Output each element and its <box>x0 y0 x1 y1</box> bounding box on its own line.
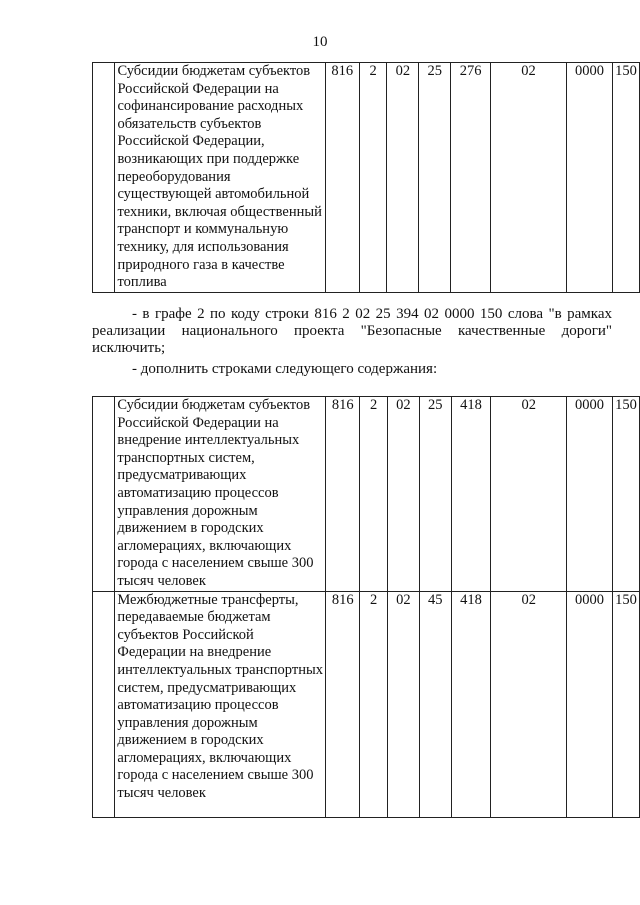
empty-cell <box>93 63 115 293</box>
income-name-cell: Субсидии бюджетам субъектов Российской Федерации на внедрение интеллектуальных транспортных систем, предусматривающих автоматизацию процессов управления дорожным движением в городских агломерациях, включающих города с населением свыше 300 тысяч человек <box>115 397 326 592</box>
code-cell: 25 <box>419 397 451 592</box>
code-cell: 0000 <box>567 63 613 293</box>
code-cell: 816 <box>326 591 360 817</box>
code-cell: 2 <box>360 591 388 817</box>
code-cell: 150 <box>612 591 639 817</box>
page-number: 10 <box>312 34 328 50</box>
code-cell: 02 <box>491 591 567 817</box>
code-cell: 0000 <box>567 397 613 592</box>
code-cell: 02 <box>387 397 419 592</box>
empty-cell <box>93 591 115 817</box>
code-cell: 0000 <box>567 591 613 817</box>
code-cell: 02 <box>387 63 419 293</box>
amendment-paragraph-1: - в графе 2 по коду строки 816 2 02 25 394 02 0000 150 слова "в рамках реализации национального проекта "Безопасные качественные дороги" исключить; <box>92 306 612 356</box>
budget-table-2 <box>92 396 640 818</box>
budget-table-1 <box>92 62 640 293</box>
amendment-paragraph-2: - дополнить строками следующего содержания: <box>132 361 438 377</box>
code-cell: 02 <box>387 591 419 817</box>
table-row <box>93 397 640 592</box>
table-row <box>93 63 640 293</box>
empty-cell <box>93 397 115 592</box>
code-cell: 02 <box>491 397 567 592</box>
code-cell: 150 <box>612 63 639 293</box>
code-cell: 816 <box>325 63 359 293</box>
table-row <box>93 591 640 817</box>
code-cell: 276 <box>451 63 491 293</box>
code-cell: 418 <box>451 397 491 592</box>
code-cell: 816 <box>326 397 360 592</box>
code-cell: 2 <box>360 397 388 592</box>
code-cell: 150 <box>612 397 639 592</box>
code-cell: 418 <box>451 591 491 817</box>
income-name-cell: Межбюджетные трансферты, передаваемые бюджетам субъектов Российской Федерации на внедрение интеллектуальных транспортных систем, предусматривающих автоматизацию процессов управления дорожным движением в городских агломерациях, включающих города с населением свыше 300 тысяч человек <box>115 591 326 817</box>
code-cell: 25 <box>419 63 451 293</box>
income-name-cell: Субсидии бюджетам субъектов Российской Федерации на софинансирование расходных обязательств субъектов Российской Федерации, возникающих при поддержке переоборудования существующей автомобильной техники, включая общественный транспорт и коммунальную технику, для использования природного газа в качестве топлива <box>115 63 325 293</box>
code-cell: 02 <box>491 63 567 293</box>
code-cell: 2 <box>359 63 387 293</box>
code-cell: 45 <box>419 591 451 817</box>
